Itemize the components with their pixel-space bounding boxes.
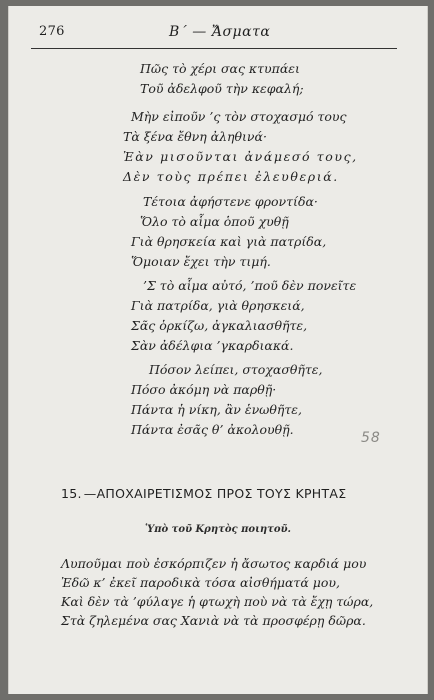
poem-line: Γιὰ πατρίδα, γιὰ θρησκειά, bbox=[131, 298, 305, 313]
page-header bbox=[39, 24, 399, 46]
poem-line: Λυποῦμαι ποὺ ἐσκόρπιζεν ἡ ἄσωτος καρδιά μου bbox=[61, 556, 367, 571]
section-number: 15. bbox=[61, 486, 82, 501]
book-page bbox=[8, 6, 428, 694]
page-number: 276 bbox=[39, 24, 65, 39]
attribution: Ὑπὸ τοῦ Κρητὸς ποιητοῦ. bbox=[144, 524, 291, 535]
stanza bbox=[123, 107, 358, 187]
stanza bbox=[140, 59, 304, 99]
header-rule bbox=[31, 48, 397, 49]
poem-line: Καὶ δὲν τὰ ’φύλαγε ἡ φτωχὴ ποὺ νὰ τὰ ἔχῃ τώρα, bbox=[61, 594, 374, 609]
poem-line: Πάντα ἡ νίκη, ἂν ἑνωθῆτε, bbox=[131, 402, 302, 417]
poem-line: Μὴν εἰποῦν ’ς τὸν στοχασμό τους bbox=[131, 109, 347, 124]
poem-line: Τέτοια ἀφήστενε φροντίδα· bbox=[143, 194, 318, 209]
poem-line: Ὅμοιαν ἔχει τὴν τιμή. bbox=[131, 254, 271, 269]
poem-line: Τοῦ ἀδελφοῦ τὴν κεφαλή; bbox=[140, 81, 304, 96]
poem-line: Δὲν τοὺς πρέπει ἐλευθεριά. bbox=[123, 169, 339, 184]
poem-line: Πῶς τὸ χέρι σας κτυπάει bbox=[140, 61, 300, 76]
poem-line: Πάντα ἐσᾶς θ’ ἀκολουθῇ. bbox=[131, 422, 294, 437]
poem-line: Γιὰ θρησκεία καὶ γιὰ πατρίδα, bbox=[131, 234, 327, 249]
section-title: —ΑΠΟΧΑΙΡΕΤΙΣΜΟΣ ΠΡΟΣ ΤΟΥΣ ΚΡΗΤΑΣ bbox=[83, 486, 347, 501]
section-heading bbox=[61, 486, 401, 501]
poem-line: Ὅλο τὸ αἷμα ὁποῦ χυθῇ bbox=[140, 214, 289, 229]
poem-line: Ἐδῶ κ’ ἐκεῖ παροδικὰ τόσα αἰσθήματά μου, bbox=[61, 575, 340, 590]
poem-line: Σᾶς ὁρκίζω, ἀγκαλιασθῆτε, bbox=[131, 318, 308, 333]
stanza bbox=[131, 192, 326, 272]
poem-line: Πόσο ἀκόμη νὰ παρθῇ· bbox=[131, 382, 277, 397]
poem-line: Πόσον λείπει, στοχασθῆτε, bbox=[149, 362, 323, 377]
poem-line: Στὰ ζηλεμένα σας Χανιὰ νὰ τὰ προσφέρῃ δῶρα. bbox=[61, 613, 366, 628]
poem-line: ’Σ τὸ αἷμα αὐτό, ’ποῦ δὲν πονεῖτε bbox=[143, 278, 357, 293]
stanza bbox=[131, 276, 356, 356]
poem-line: Τὰ ξένα ἔθνη ἀληθινά· bbox=[123, 129, 267, 144]
poem-two bbox=[61, 554, 373, 630]
stanza bbox=[131, 360, 323, 440]
handwritten-margin-note: 58 bbox=[361, 430, 381, 446]
poem-line: Σὰν ἀδέλφια ’γκαρδιακά. bbox=[131, 338, 294, 353]
running-head: Β΄ — Ἄσματα bbox=[169, 24, 271, 40]
poem-line: Ἐὰν μισοῦνται ἀνάμεσό τους, bbox=[123, 149, 358, 164]
